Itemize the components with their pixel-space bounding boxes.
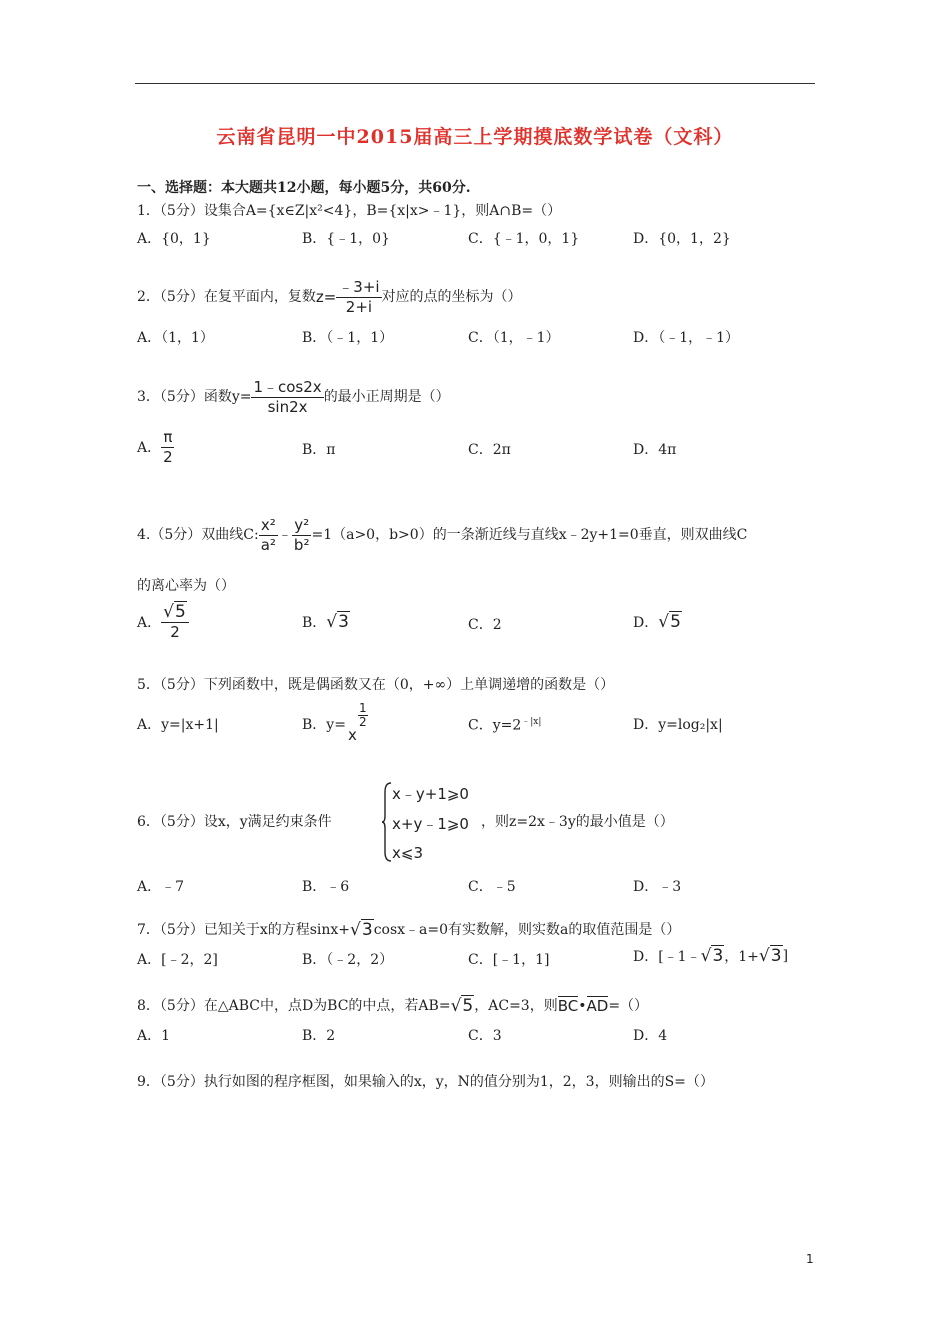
q2-denominator: 2+i [345,297,373,316]
q4-prefix: 4.（5分）双曲线C: [137,527,259,543]
q2-option-c: C．（1，﹣1） [468,330,560,346]
q8-option-d: D．4 [633,1028,668,1044]
q4-fraction-1-numerator: x² [260,515,276,534]
q4-suffix: =1（a>0，b>0）的一条渐近线与直线x﹣2y+1=0垂直，则双曲线C [311,527,748,543]
q8-option-b: B．2 [302,1028,336,1044]
q3-option-c: C．2π [468,442,511,458]
q4-option-b-label: B． [302,615,327,631]
q6-brace [382,782,392,862]
q2-option-b: B．（﹣1，1） [302,330,394,346]
q6-constraint-1: x﹣y+1⩾0 [392,785,469,803]
q4-fraction-1 [259,516,278,555]
q5-option-c-exponent: ﹣|x| [521,717,542,727]
q4-option-b [302,612,350,632]
question-1-stem: 1．（5分）设集合A={x∈Z|x²<4}，B={x|x>﹣1}，则A∩B=（） [137,203,562,219]
q5-option-b-base: x [347,726,357,744]
question-4-stem [137,508,747,562]
q4-option-a-fraction [161,603,189,642]
q4-option-d [633,612,682,632]
q2-prefix: 2．（5分）在复平面内，复数 [137,289,316,305]
q4-option-a-numerator: √5 [161,603,189,623]
q7-option-b: B．（﹣2，2） [302,952,394,968]
q4-option-d-label: D． [633,615,659,631]
q8-radicand: 5 [462,996,474,1016]
q4-option-a-denominator: 2 [170,622,180,641]
q7-suffix: cosx﹣a=0有实数解，则实数a的取值范围是（） [373,922,681,938]
q5-option-b-exp-num: 1 [358,701,367,715]
q7-prefix: 7．（5分）已知关于x的方程sinx+ [137,922,351,938]
q4-option-a-label: A． [137,615,162,631]
q7-root: √3 [350,920,373,940]
q3-option-a-label: A． [137,440,162,456]
q8-vector-bc: BC [557,997,579,1015]
q3-prefix: 3．（5分）函数y= [137,389,252,405]
q4-option-b-radicand: 3 [338,612,349,632]
q7-option-d [633,946,788,966]
q3-option-b: B．π [302,442,336,458]
section-heading: 一、选择题：本大题共12小题，每小题5分，共60分. [137,180,471,196]
q7-option-d-suffix: ] [782,948,789,964]
q8-dot: • [578,998,587,1014]
q5-option-b-exponent [358,702,368,729]
q3-numerator: 1﹣cos2x [253,377,322,396]
q7-option-a: A．[﹣2，2] [137,952,218,968]
q1-option-c: C．{﹣1，0，1} [468,231,580,247]
q5-option-b-label: B．y= [302,717,346,733]
q5-option-b-exp-den: 2 [358,715,367,729]
q5-option-a: A．y=|x+1| [137,717,219,733]
q6-constraint-3: x⩽3 [392,844,423,862]
q7-option-d-root-1: √3 [700,946,724,966]
q8-option-c: C．3 [468,1028,502,1044]
q4-fraction-2-denominator: b² [293,535,310,554]
q7-option-c: C．[﹣1，1] [468,952,550,968]
q7-option-d-root-2: √3 [758,946,782,966]
q1-option-b: B．{﹣1，0} [302,231,390,247]
q4-option-a-radicand: 5 [174,601,186,622]
q2-fraction [336,278,381,317]
q5-option-c-label: C．y=2 [468,717,522,734]
q3-option-a-fraction [161,428,175,467]
q8-mid: ，AC=3，则 [474,998,558,1014]
question-7-stem [137,921,680,939]
q3-fraction [251,378,323,417]
q3-option-a [137,425,175,469]
q5-option-d: D．y=log₂|x| [633,717,723,733]
q2-numerator: ﹣3+i [338,277,380,296]
q4-fraction-2 [292,516,312,555]
q5-option-b [302,702,370,746]
q4-minus: ﹣ [277,527,292,543]
q8-vector-ad: AD [586,997,609,1015]
header-rule [135,83,815,84]
q5-option-c [468,714,541,735]
q8-option-a: A．1 [137,1028,171,1044]
page-number: 1 [806,1252,814,1266]
q6-option-d: D．﹣3 [633,879,682,895]
q7-option-d-prefix: D．[﹣1﹣ [633,949,701,965]
q6-option-b: B．﹣6 [302,879,350,895]
q2-option-d: D．（﹣1，﹣1） [633,330,740,346]
question-4-line-2: 的离心率为（） [137,578,235,594]
q5-option-b-power [346,702,370,746]
q7-option-d-mid: ，1+ [724,949,759,965]
q3-option-a-denominator: 2 [163,447,173,466]
q2-option-a: A．（1，1） [137,330,214,346]
question-6-prefix: 6．（5分）设x，y满足约束条件 [137,814,332,830]
q7-option-d-radicand-1: 3 [712,946,724,966]
q4-option-b-root: √3 [326,612,349,632]
q6-constraint-2: x+y﹣1⩾0 [392,815,469,833]
q2-suffix: 对应的点的坐标为（） [381,289,522,305]
q8-suffix: =（） [608,998,649,1014]
q3-option-d: D．4π [633,442,677,458]
q1-option-a: A．{0，1} [137,231,211,247]
q4-fraction-1-denominator: a² [260,535,276,554]
q4-option-a [137,600,189,644]
q4-option-d-radicand: 5 [670,612,681,632]
q3-suffix: 的最小正周期是（） [323,389,450,405]
q1-option-d: D．{0，1，2} [633,231,731,247]
question-6-suffix: ，则z=2x﹣3y的最小值是（） [481,814,674,830]
q6-option-a: A．﹣7 [137,879,185,895]
q2-z: z= [315,288,337,306]
q7-option-d-radicand-2: 3 [770,946,782,966]
q4-option-c: C．2 [468,617,502,633]
q7-radicand: 3 [361,920,373,940]
q6-option-c: C．﹣5 [468,879,516,895]
question-9-stem: 9．（5分）执行如图的程序框图，如果输入的x，y，N的值分别为1，2，3，则输出的S=（） [137,1074,714,1090]
page-title: 云南省昆明一中2015届高三上学期摸底数学试卷（文科） [216,126,734,148]
q4-fraction-2-numerator: y² [294,515,310,534]
q8-prefix: 8．（5分）在△ABC中，点D为BC的中点，若AB= [137,998,451,1014]
question-3-stem [137,372,450,422]
question-2-stem [137,272,522,322]
question-8-stem [137,997,648,1015]
question-5-stem: 5．（5分）下列函数中，既是偶函数又在（0，+∞）上单调递增的函数是（） [137,677,615,693]
q3-denominator: sin2x [267,397,308,416]
q3-option-a-numerator: π [163,427,173,446]
q4-option-d-root: √5 [658,612,681,632]
q8-root: √5 [450,996,474,1016]
